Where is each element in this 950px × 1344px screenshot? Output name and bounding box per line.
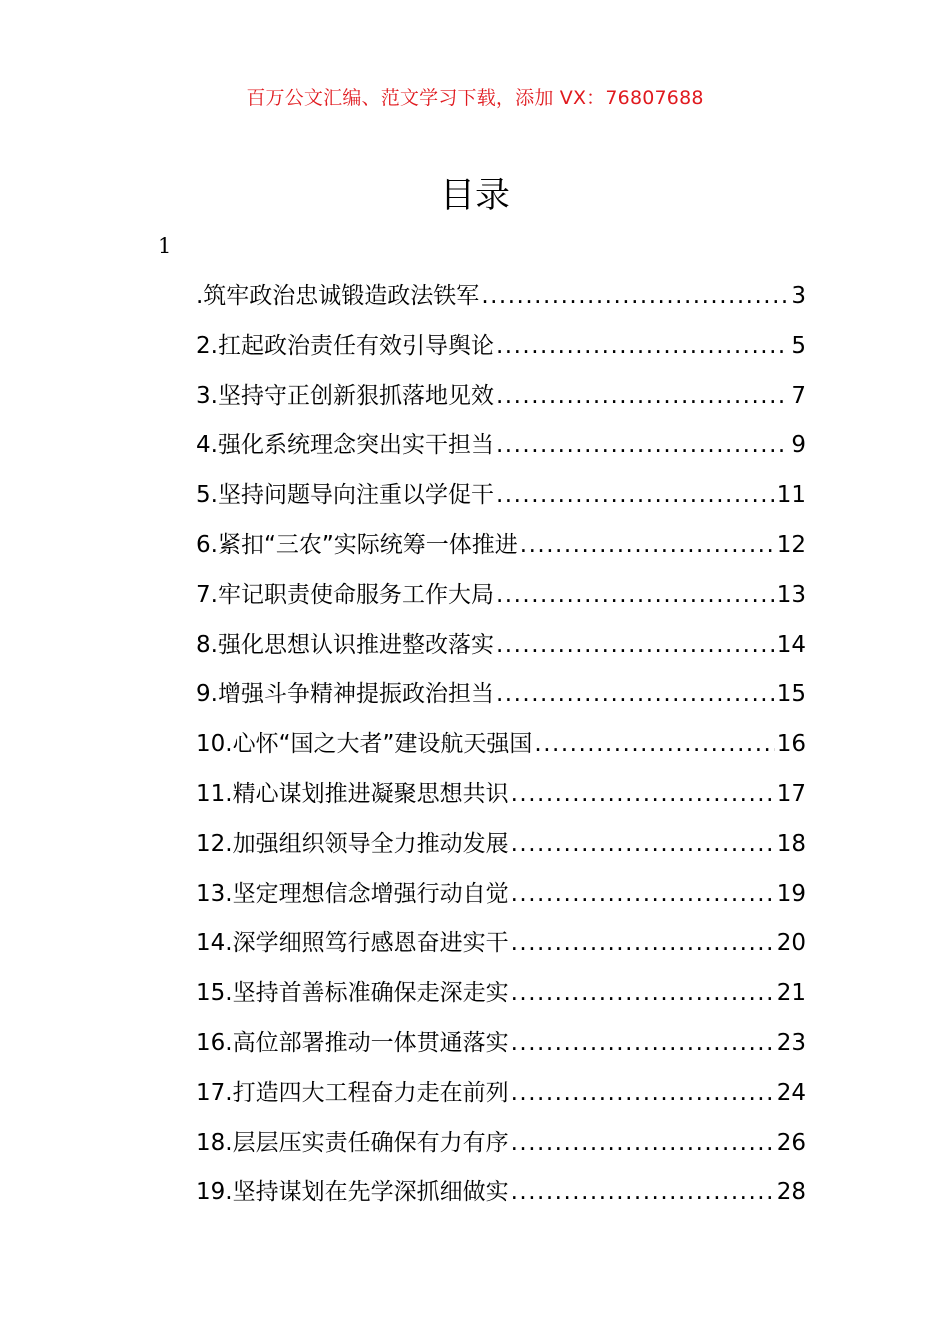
toc-entry-label: 15.坚持首善标准确保走深走实 (196, 980, 509, 1007)
toc-leader (511, 1123, 775, 1163)
toc-entry[interactable] (196, 1073, 806, 1123)
toc-entry[interactable] (196, 276, 806, 326)
toc-page-number: 20 (776, 930, 806, 957)
toc-page-number: 11 (776, 482, 806, 509)
toc-page-number: 28 (776, 1179, 806, 1206)
toc-entry[interactable] (196, 525, 806, 575)
toc-entry-label: 4.强化系统理念突出实干担当 (196, 432, 494, 459)
toc-entry[interactable] (196, 625, 806, 675)
header-note: 百万公文汇编、范文学习下载，添加 VX：76807688 (246, 87, 704, 109)
toc-page-number: 23 (776, 1029, 806, 1056)
toc-page-number: 19 (776, 880, 806, 907)
toc-entry-label: 2.扛起政治责任有效引导舆论 (196, 332, 494, 359)
toc-leader (496, 326, 789, 366)
toc-page-number: 5 (791, 332, 806, 359)
toc-leader (496, 376, 789, 416)
toc-entry[interactable] (196, 376, 806, 426)
toc-entry[interactable] (196, 1023, 806, 1073)
toc-leader (481, 276, 789, 316)
toc-entry-label: 12.加强组织领导全力推动发展 (196, 830, 509, 857)
toc-entry[interactable] (196, 774, 806, 824)
toc-leader (511, 1023, 775, 1063)
toc-entry-label: 6.紧扣“三农”实际统筹一体推进 (196, 531, 518, 558)
toc-page-number: 12 (776, 531, 806, 558)
toc-leader (511, 874, 775, 914)
toc-page-number: 24 (776, 1079, 806, 1106)
toc-leader (496, 625, 775, 665)
toc-entry-label: 18.层层压实责任确保有力有序 (196, 1129, 509, 1156)
toc-entry[interactable] (196, 425, 806, 475)
toc-entry-label: 16.高位部署推动一体贯通落实 (196, 1029, 509, 1056)
toc-page-number: 14 (776, 631, 806, 658)
toc-leader (520, 525, 775, 565)
toc-entry-label: 11.精心谋划推进凝聚思想共识 (196, 780, 509, 807)
toc-page-number: 3 (791, 283, 806, 309)
toc-leader (496, 575, 775, 615)
toc-entry-label: .筑牢政治忠诚锻造政法铁军 (196, 283, 480, 309)
toc-entry-label: 17.打造四大工程奋力走在前列 (196, 1079, 509, 1106)
toc-entry-label: 3.坚持守正创新狠抓落地见效 (196, 382, 494, 409)
toc-entry-label: 13.坚定理想信念增强行动自觉 (196, 880, 509, 907)
toc-leader (511, 774, 775, 814)
toc-entry[interactable] (196, 824, 806, 874)
toc-entry[interactable] (196, 326, 806, 376)
toc-entry[interactable] (196, 1123, 806, 1173)
toc-leader (496, 425, 789, 465)
toc-list (196, 276, 806, 1222)
toc-page-number: 21 (776, 980, 806, 1007)
toc-entry[interactable] (196, 923, 806, 973)
stray-number: 1 (158, 234, 172, 258)
toc-leader (511, 1172, 775, 1212)
toc-entry[interactable] (196, 575, 806, 625)
toc-page-number: 13 (776, 581, 806, 608)
toc-page-number: 17 (776, 780, 806, 807)
toc-entry[interactable] (196, 674, 806, 724)
toc-page-number: 26 (776, 1129, 806, 1156)
toc-entry[interactable] (196, 1172, 806, 1222)
toc-entry-label: 9.增强斗争精神提振政治担当 (196, 681, 494, 708)
toc-entry[interactable] (196, 724, 806, 774)
toc-leader (496, 674, 775, 714)
toc-page-number: 18 (776, 830, 806, 857)
toc-leader (496, 475, 775, 515)
toc-leader (511, 923, 775, 963)
toc-entry-label: 8.强化思想认识推进整改落实 (196, 631, 494, 658)
toc-leader (511, 973, 775, 1013)
toc-leader (511, 824, 775, 864)
toc-entry-label: 5.坚持问题导向注重以学促干 (196, 482, 494, 509)
toc-page-number: 9 (791, 432, 806, 459)
toc-title: 目录 (439, 176, 510, 216)
toc-entry-label: 10.心怀“国之大者”建设航天强国 (196, 731, 533, 758)
toc-entry-label: 7.牢记职责使命服务工作大局 (196, 581, 494, 608)
toc-leader (511, 1073, 775, 1113)
toc-entry[interactable] (196, 973, 806, 1023)
toc-entry-label: 14.深学细照笃行感恩奋进实干 (196, 930, 509, 957)
toc-page-number: 7 (791, 382, 806, 409)
toc-leader (534, 724, 774, 764)
toc-entry-label: 19.坚持谋划在先学深抓细做实 (196, 1179, 509, 1206)
toc-entry[interactable] (196, 475, 806, 525)
toc-page-number: 15 (776, 681, 806, 708)
toc-entry[interactable] (196, 874, 806, 924)
toc-page-number: 16 (776, 731, 806, 758)
